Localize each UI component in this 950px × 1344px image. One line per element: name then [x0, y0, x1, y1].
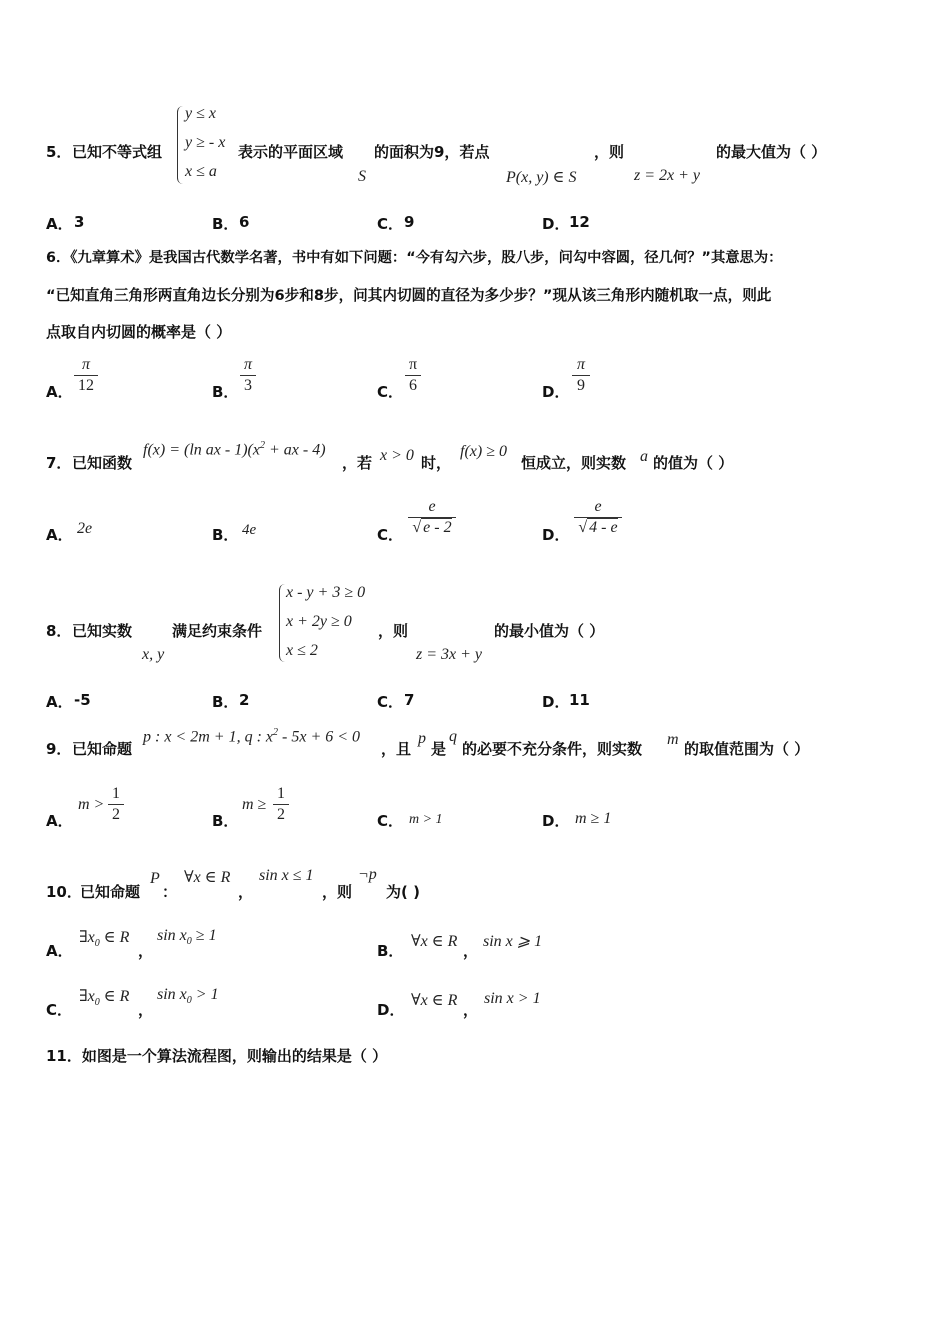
q8-option-c-label: C．	[377, 693, 404, 711]
q9-text-3: 是	[431, 740, 447, 758]
q10-option-a-exists: ∃x	[79, 929, 95, 946]
q8-option-d-label: D．	[542, 693, 570, 711]
q7-option-d-label: D．	[542, 526, 570, 544]
q10-text-3: 为( )	[386, 883, 420, 901]
q10-option-a-label: A．	[46, 942, 73, 960]
q8-system-line-3: x ≤ 2	[286, 642, 318, 659]
q8-text-2: 满足约束条件	[172, 622, 263, 640]
q10-option-a-quantifier	[79, 927, 129, 949]
q5-text-2: 表示的平面区域	[238, 143, 344, 161]
q6-line-1: 6．《九章算术》是我国古代数学名著，书中有如下问题：“今有勾六步，股八步，问勾中容圆，径几何？”其意思为：	[46, 250, 783, 266]
q9-option-b-label: B．	[212, 812, 239, 830]
q9-text-1: 已知命题	[72, 740, 133, 758]
q9-m: m	[667, 731, 679, 748]
q10-not-p: ¬p	[358, 866, 377, 883]
q7-option-a-label: A．	[46, 526, 73, 544]
q8-system-line-2: x + 2y ≥ 0	[286, 613, 352, 630]
fraction-bar	[572, 375, 590, 376]
q8-option-b-value: 2	[239, 691, 250, 709]
q6-option-d-fraction	[572, 356, 590, 395]
q9-text-5: 的取值范围为（ ）	[684, 740, 810, 758]
q10-text-1: 已知命题	[80, 883, 141, 901]
q10-option-d-quantifier: ∀x ∈ R	[411, 992, 458, 1009]
q10-option-b-quantifier: ∀x ∈ R	[411, 933, 458, 950]
q6-option-d-num: π	[576, 356, 585, 373]
q10-option-c-sin-x: sin x	[157, 986, 187, 1003]
q10-option-c-sin	[157, 986, 219, 1006]
q5-option-a-label: A．	[46, 215, 73, 233]
q7-option-d-den: 4 - e	[589, 519, 618, 536]
q9-option-a-label: A．	[46, 812, 73, 830]
fraction-bar	[405, 375, 421, 376]
q8-text-4: 的最小值为（ ）	[494, 622, 605, 640]
q7-condition: x > 0	[380, 447, 414, 464]
q6-option-a-num: π	[81, 356, 90, 373]
q9-option-a-prefix: m >	[78, 796, 105, 813]
q9-option-a-fraction	[108, 785, 124, 824]
q6-option-c-num: π	[408, 356, 418, 373]
q7-option-d-fraction	[574, 498, 622, 537]
q10-option-a-in-r: ∈ R	[99, 929, 130, 946]
q6-option-a-label: A．	[46, 383, 73, 401]
q8-system-line-1: x - y + 3 ≥ 0	[286, 584, 366, 601]
q7-text-3: 时，	[421, 454, 452, 472]
q7-text-5: 的值为（ ）	[653, 454, 734, 472]
q7-option-d-num: e	[594, 498, 602, 515]
q9-number: 9．	[46, 740, 72, 758]
q10-number: 10．	[46, 883, 82, 901]
q8-option-d-value: 11	[569, 691, 590, 709]
q8-option-a-label: A．	[46, 693, 73, 711]
q6-option-b-num: π	[243, 356, 252, 373]
q5-objective: z = 2x + y	[634, 167, 701, 184]
q5-system-brace	[177, 106, 184, 184]
q10-option-a-sub: 0	[94, 938, 100, 950]
q5-option-a-value: 3	[74, 213, 85, 231]
q10-option-c-sin-sub: 0	[186, 995, 192, 1007]
q5-number: 5．	[46, 143, 72, 161]
q10-option-a-sin-sub: 0	[186, 936, 192, 948]
q10-option-b-sin: sin x ⩾ 1	[483, 933, 543, 950]
q9-propositions	[143, 727, 360, 746]
q10-option-c-ineq: > 1	[191, 986, 219, 1003]
q5-system-line-1: y ≤ x	[185, 105, 216, 122]
q9-text-2: ，且	[381, 740, 412, 758]
q7-function-part-1: f(x) = (ln ax - 1)(x	[143, 441, 260, 459]
q6-line-3: 点取自内切圆的概率是（ ）	[46, 323, 232, 341]
q5-option-b-label: B．	[212, 215, 239, 233]
sqrt-icon: √	[412, 519, 422, 536]
q9-prop-exponent: 2	[273, 727, 279, 738]
q9-option-b-prefix: m ≥	[242, 796, 267, 813]
q5-option-b-value: 6	[239, 213, 250, 231]
q10-option-c-exists: ∃x	[79, 988, 95, 1005]
q10-sin-condition: sin x ≤ 1	[259, 867, 314, 884]
q9-option-b-den: 2	[277, 806, 285, 823]
q9-option-c-value: m > 1	[409, 812, 443, 827]
fraction-bar	[108, 804, 124, 805]
q5-option-d-value: 12	[569, 213, 590, 231]
q8-text-3: ，则	[378, 622, 409, 640]
q7-option-b-label: B．	[212, 526, 239, 544]
q7-param-a: a	[640, 448, 648, 465]
q7-function	[143, 440, 326, 459]
q5-option-d-label: D．	[542, 215, 570, 233]
q7-text-2: ，若	[342, 454, 373, 472]
q5-system-line-2: y ≥ - x	[185, 134, 226, 151]
q5-text-1: 已知不等式组	[72, 143, 163, 161]
q9-option-c-label: C．	[377, 812, 404, 830]
q7-option-b-value: 4e	[242, 522, 257, 538]
q7-text-1: 已知函数	[72, 454, 133, 472]
q10-option-d-label: D．	[377, 1001, 405, 1019]
q10-comma: ，	[238, 883, 254, 901]
q10-option-a-sin	[157, 927, 217, 947]
q5-text-4: ，则	[594, 143, 625, 161]
q7-function-part-2: + ax - 4)	[264, 441, 326, 459]
q7-option-a-value: 2e	[77, 520, 93, 537]
q10-option-c-label: C．	[46, 1001, 73, 1019]
q10-option-c-comma: ，	[138, 1001, 154, 1019]
q6-option-d-den: 9	[577, 377, 585, 394]
q10-option-a-ineq: ≥ 1	[191, 927, 217, 944]
q5-set-s: S	[358, 168, 366, 185]
q6-option-b-label: B．	[212, 383, 239, 401]
q7-option-c-num: e	[428, 498, 436, 515]
q10-text-2: ，则	[322, 883, 353, 901]
q11-line: 11．如图是一个算法流程图，则输出的结果是（ ）	[46, 1047, 388, 1065]
q6-option-c-den: 6	[409, 377, 417, 394]
q9-q: q	[449, 728, 457, 745]
q10-option-c-in-r: ∈ R	[99, 988, 130, 1005]
q8-number: 8．	[46, 622, 72, 640]
q5-option-c-value: 9	[404, 213, 415, 231]
q8-option-c-value: 7	[404, 691, 415, 709]
sqrt-icon: √	[578, 519, 588, 536]
q10-option-b-label: B．	[377, 942, 404, 960]
q9-option-d-label: D．	[542, 812, 570, 830]
q9-prop-part-2: - 5x + 6 < 0	[278, 728, 361, 746]
q10-option-a-comma: ，	[138, 942, 154, 960]
q6-option-a-den: 12	[78, 377, 94, 394]
q8-option-a-value: -5	[74, 691, 91, 709]
q7-option-d-den-wrap	[574, 519, 622, 537]
q9-prop-part-1: p : x < 2m + 1, q : x	[143, 728, 274, 746]
q6-option-c-label: C．	[377, 383, 404, 401]
q10-option-b-comma: ，	[463, 942, 479, 960]
q10-prop-p: P	[150, 870, 160, 887]
q9-option-a-den: 2	[112, 806, 120, 823]
q6-option-b-fraction	[240, 356, 256, 395]
q8-option-b-label: B．	[212, 693, 239, 711]
q7-option-c-den-wrap	[408, 519, 456, 537]
q7-inequality: f(x) ≥ 0	[460, 443, 507, 460]
q8-objective: z = 3x + y	[416, 646, 483, 663]
q10-option-c-quantifier	[79, 986, 129, 1008]
q7-option-c-label: C．	[377, 526, 404, 544]
q5-text-5: 的最大值为（ ）	[716, 143, 827, 161]
q5-point-in-set: P(x, y) ∈ S	[506, 169, 577, 186]
q9-option-d-value: m ≥ 1	[575, 810, 612, 827]
q8-system-brace	[279, 584, 286, 662]
q9-option-a-num: 1	[112, 785, 120, 802]
q8-variables: x, y	[142, 646, 165, 663]
q6-option-b-den: 3	[244, 377, 252, 394]
q9-p: p	[418, 730, 426, 747]
q7-function-exponent: 2	[259, 440, 265, 451]
q6-line-2: “已知直角三角形两直角边长分别为6步和8步，问其内切圆的直径为多少步？”现从该三角形内随机取一点，则此	[46, 287, 772, 304]
fraction-bar	[240, 375, 256, 376]
q10-forall: ∀x ∈ R	[184, 869, 231, 886]
q5-system-line-3: x ≤ a	[185, 163, 217, 180]
q7-number: 7．	[46, 454, 72, 472]
q5-option-c-label: C．	[377, 215, 404, 233]
q10-option-d-comma: ，	[463, 1001, 479, 1019]
fraction-bar	[273, 804, 289, 805]
q6-option-a-fraction	[74, 356, 98, 395]
q7-option-c-den: e - 2	[423, 519, 452, 536]
q6-option-d-label: D．	[542, 383, 570, 401]
q10-option-d-sin: sin x > 1	[484, 990, 541, 1007]
q7-text-4: 恒成立，则实数	[521, 454, 627, 472]
q10-colon: ：	[162, 883, 178, 901]
q9-option-b-num: 1	[277, 785, 285, 802]
q10-option-a-sin-x: sin x	[157, 927, 187, 944]
q7-option-c-fraction	[408, 498, 456, 537]
q6-option-c-fraction	[405, 356, 421, 395]
fraction-bar	[74, 375, 98, 376]
q5-text-3: 的面积为9，若点	[374, 143, 490, 161]
q10-option-c-sub: 0	[94, 997, 100, 1009]
q9-text-4: 的必要不充分条件，则实数	[462, 740, 643, 758]
q9-option-b-fraction	[273, 785, 289, 824]
q8-text-1: 已知实数	[72, 622, 133, 640]
